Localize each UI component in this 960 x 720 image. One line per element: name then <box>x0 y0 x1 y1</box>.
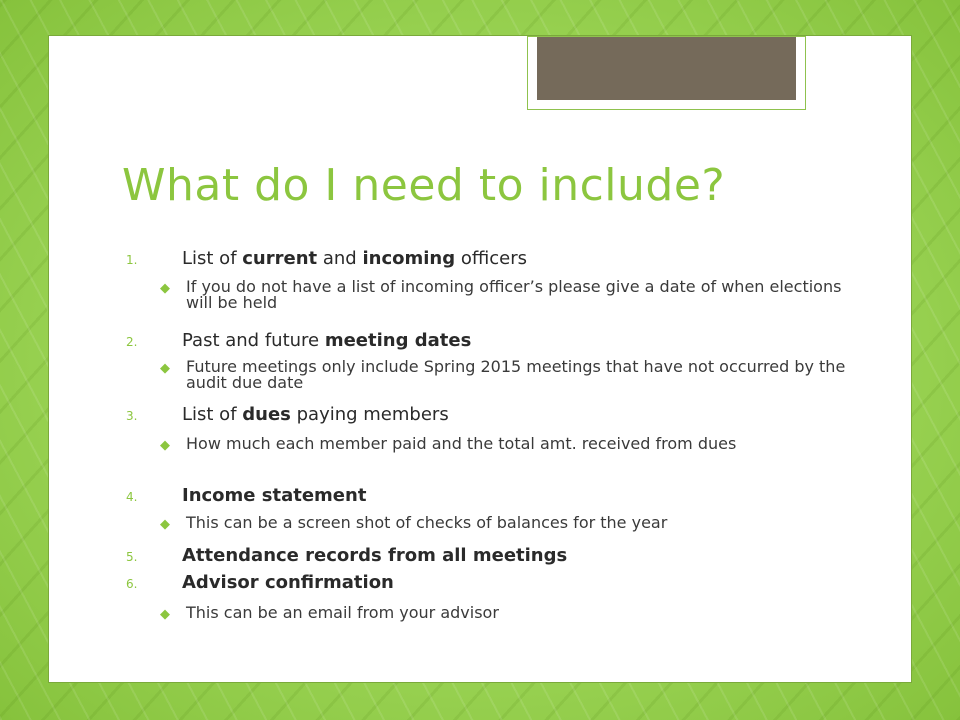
sub-bullet-text: How much each member paid and the total amt. received from dues <box>186 434 737 453</box>
sub-bullet-item <box>160 279 866 311</box>
list-item <box>126 248 527 269</box>
list-item-number: 1. <box>126 253 138 267</box>
slide-title: What do I need to include? <box>122 160 726 211</box>
square-bullet-icon: ◆ <box>160 361 170 376</box>
list-item-text <box>182 485 366 506</box>
list-item <box>126 485 366 506</box>
list-item-number: 5. <box>126 550 138 564</box>
sub-bullet-text: If you do not have a list of incoming officer’s please give a date of when elections will be held <box>186 277 842 312</box>
plain-text: officers <box>455 248 527 269</box>
list-item-text <box>182 248 527 269</box>
sub-bullet-text: This can be a screen shot of checks of balances for the year <box>186 513 668 532</box>
list-item-number: 3. <box>126 409 138 423</box>
list-item-text <box>182 330 471 351</box>
list-item-text <box>182 404 449 425</box>
plain-text: paying members <box>290 404 449 425</box>
plain-text: List of <box>182 404 243 425</box>
sub-bullet-item <box>160 359 866 391</box>
list-item-text <box>182 572 394 593</box>
sub-bullet-item <box>160 436 866 455</box>
plain-text: Past and future <box>182 330 325 351</box>
list-item <box>126 572 394 593</box>
list-item-text <box>182 545 567 566</box>
sub-bullet-text: Future meetings only include Spring 2015 meetings that have not occurred by the audit due date <box>186 357 846 392</box>
list-item <box>126 404 449 425</box>
plain-text: List of <box>182 248 243 269</box>
list-item <box>126 330 471 351</box>
sub-bullet-item <box>160 605 866 624</box>
sub-bullet-item <box>160 515 866 534</box>
emphasis-text: current <box>242 248 318 269</box>
emphasis-text: Attendance records from all meetings <box>182 545 568 566</box>
square-bullet-icon: ◆ <box>160 281 170 296</box>
emphasis-text: Income statement <box>182 485 367 506</box>
emphasis-text: Advisor confirmation <box>182 572 394 593</box>
list-item-number: 6. <box>126 577 138 591</box>
list-item-number: 2. <box>126 335 138 349</box>
emphasis-text: incoming <box>362 248 456 269</box>
plain-text: and <box>317 248 363 269</box>
list-item-number: 4. <box>126 490 138 504</box>
square-bullet-icon: ◆ <box>160 517 170 532</box>
emphasis-text: meeting dates <box>324 330 472 351</box>
sub-bullet-text: This can be an email from your advisor <box>186 603 499 622</box>
emphasis-text: dues <box>242 404 291 425</box>
square-bullet-icon: ◆ <box>160 607 170 622</box>
square-bullet-icon: ◆ <box>160 438 170 453</box>
list-item <box>126 545 567 566</box>
